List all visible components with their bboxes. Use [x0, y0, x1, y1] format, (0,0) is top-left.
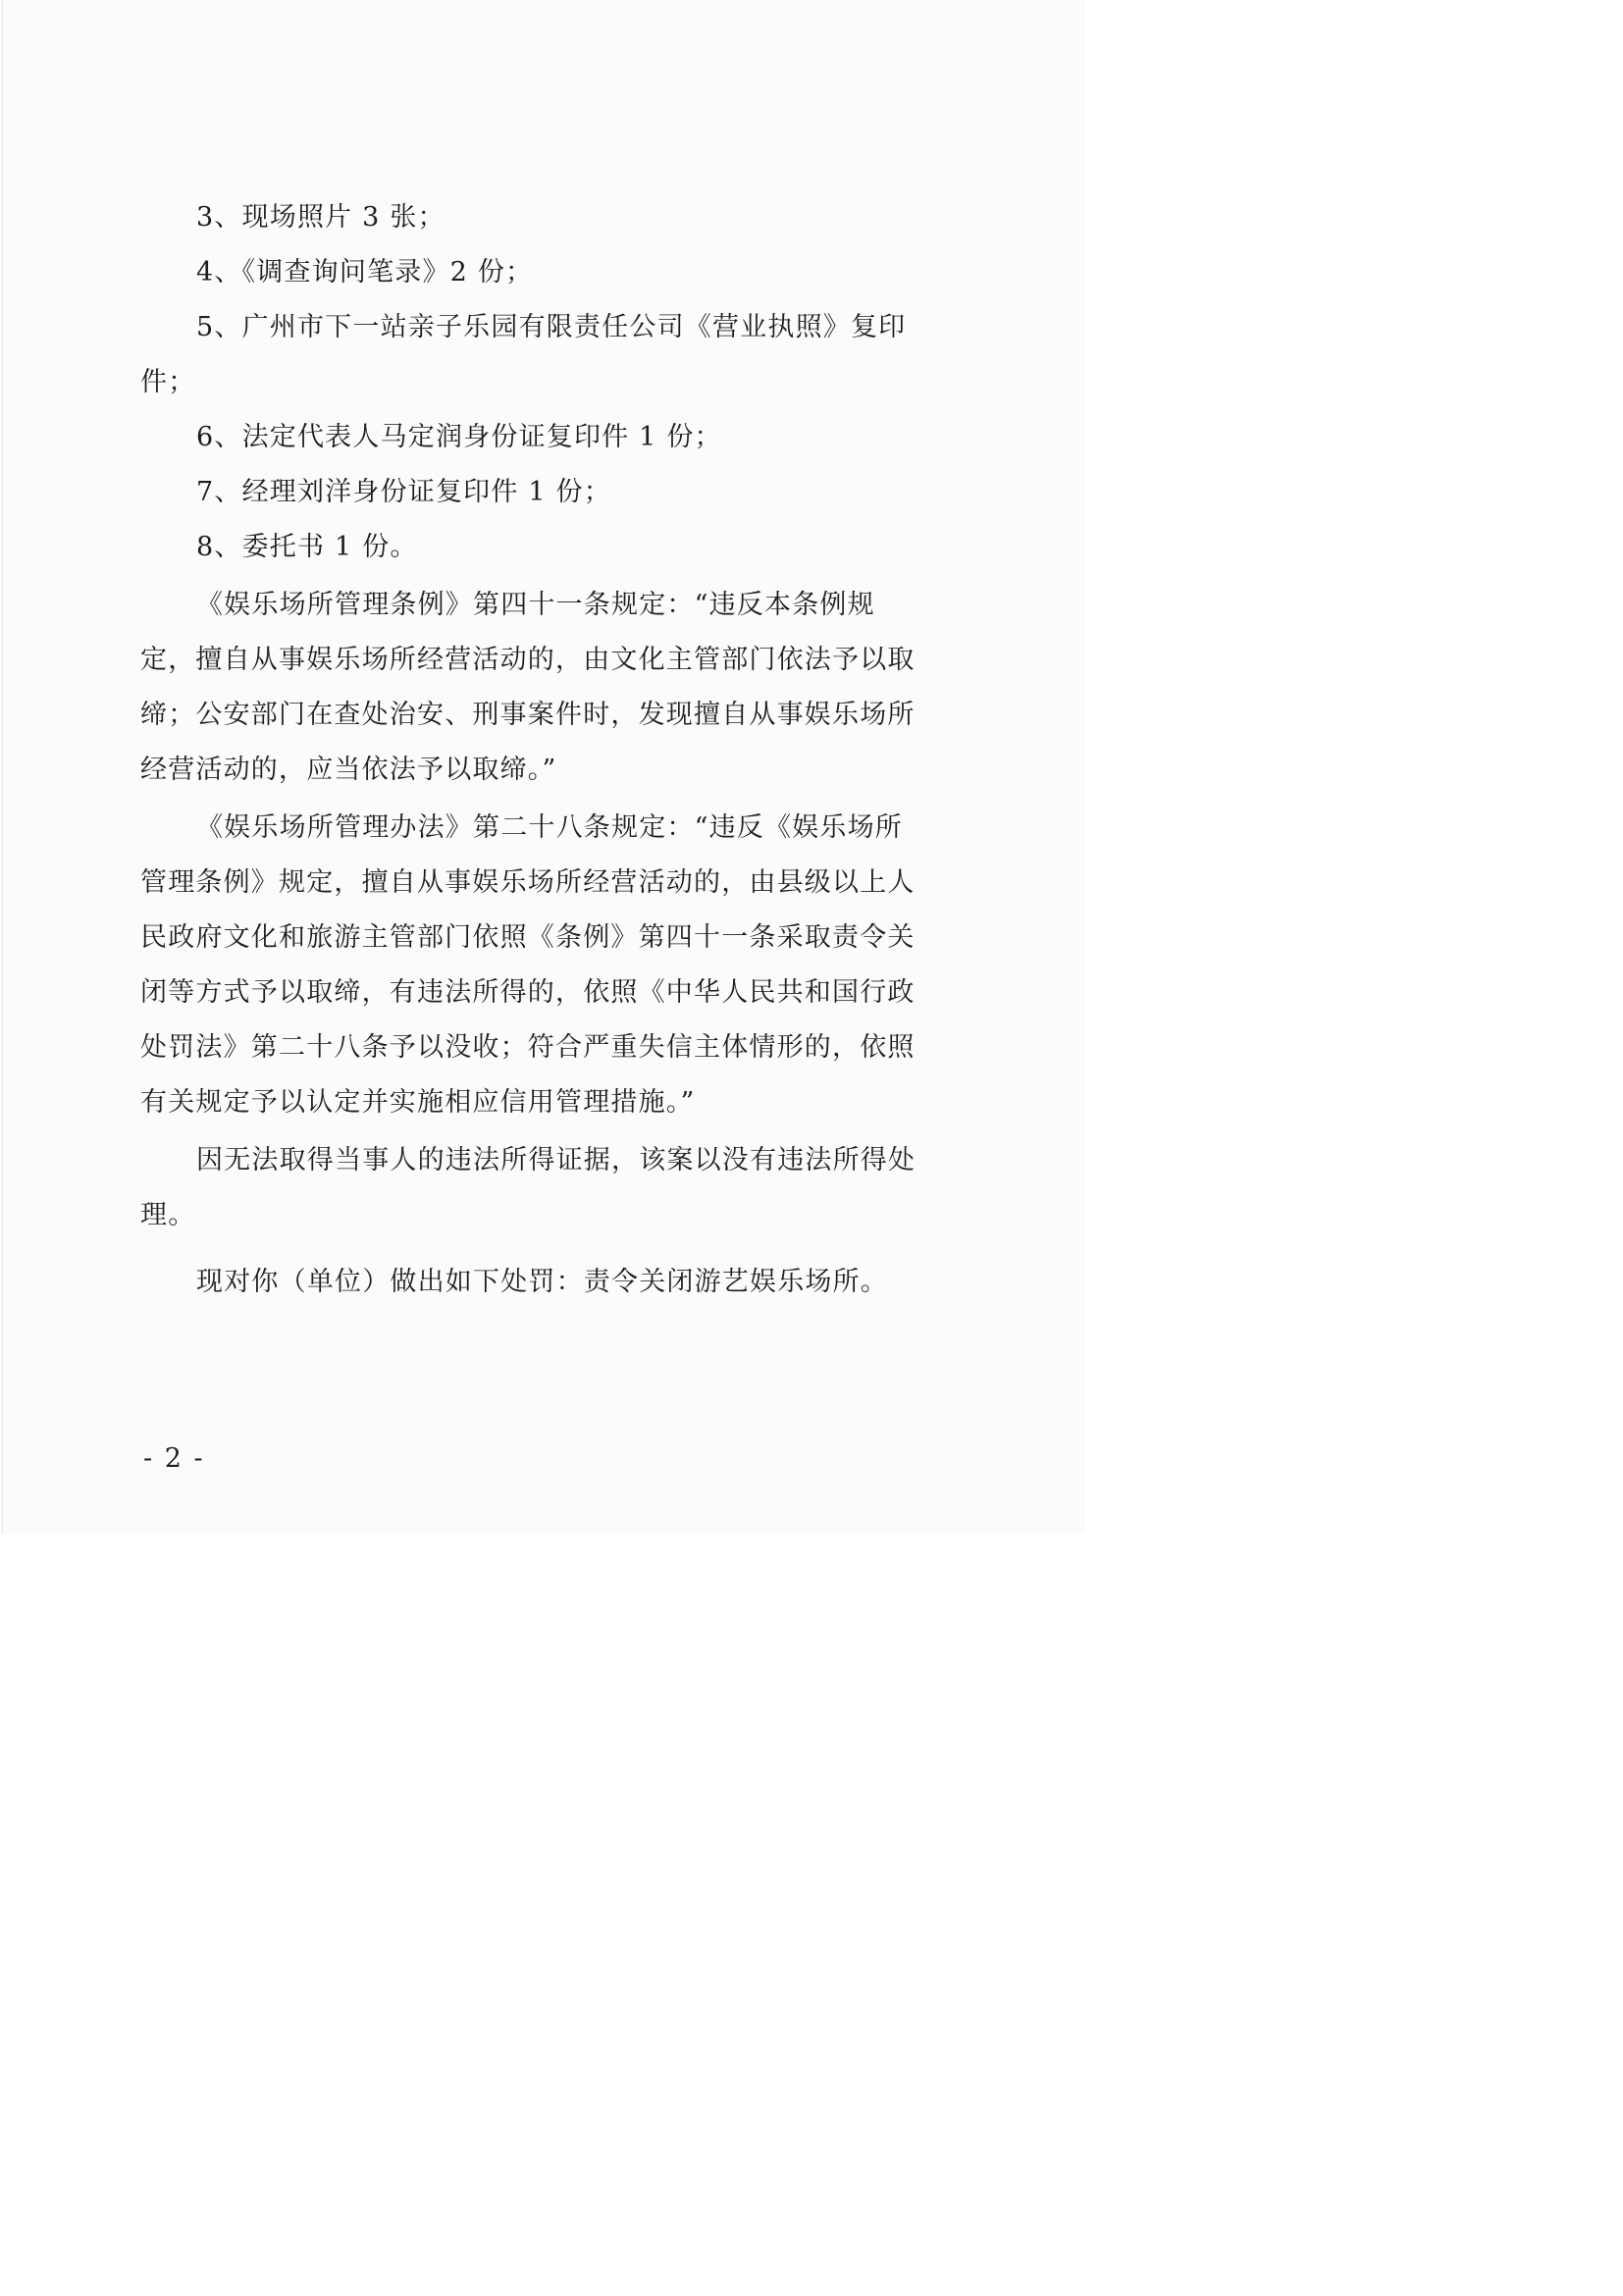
regulation-clause-1-line-1: 《娱乐场所管理条例》第四十一条规定：“违反本条例规 — [196, 590, 875, 620]
page-number: - 2 - — [143, 1443, 205, 1474]
regulation-clause-2-line-5: 处罚法》第二十八条予以没收；符合严重失信主体情形的，依照 — [140, 1032, 916, 1063]
regulation-clause-1-line-2: 定，擅自从事娱乐场所经营活动的，由文化主管部门依法予以取 — [140, 645, 916, 675]
penalty-decision: 现对你（单位）做出如下处罚：责令关闭游艺娱乐场所。 — [196, 1267, 888, 1297]
evidence-item-6: 6、法定代表人马定润身份证复印件 1 份； — [196, 422, 722, 452]
evidence-item-4: 4、《调查询问笔录》2 份； — [196, 257, 534, 287]
illegal-gains-statement-line-2: 理。 — [140, 1200, 196, 1230]
regulation-clause-2-line-2: 管理条例》规定，擅自从事娱乐场所经营活动的，由县级以上人 — [140, 867, 916, 898]
regulation-clause-2-line-3: 民政府文化和旅游主管部门依照《条例》第四十一条采取责令关 — [140, 922, 916, 953]
evidence-item-7: 7、经理刘洋身份证复印件 1 份； — [196, 477, 611, 507]
scan-edge — [2, 0, 3, 1534]
evidence-item-3: 3、现场照片 3 张； — [196, 202, 445, 233]
illegal-gains-statement-line-1: 因无法取得当事人的违法所得证据，该案以没有违法所得处 — [196, 1145, 916, 1175]
regulation-clause-2-line-4: 闭等方式予以取缔，有违法所得的，依照《中华人民共和国行政 — [140, 977, 916, 1008]
evidence-item-8: 8、委托书 1 份。 — [196, 532, 418, 562]
regulation-clause-2-line-1: 《娱乐场所管理办法》第二十八条规定：“违反《娱乐场所 — [196, 812, 904, 843]
evidence-item-5: 5、广州市下一站亲子乐园有限责任公司《营业执照》复印 — [196, 312, 907, 342]
regulation-clause-1-line-3: 缔；公安部门在查处治安、刑事案件时，发现擅自从事娱乐场所 — [140, 700, 916, 730]
document-page — [0, 0, 1085, 1534]
evidence-item-5-continued: 件； — [140, 367, 196, 397]
document-body — [140, 194, 955, 1306]
regulation-clause-2-line-6: 有关规定予以认定并实施相应信用管理措施。” — [140, 1087, 696, 1118]
regulation-clause-1-line-4: 经营活动的，应当依法予以取缔。” — [140, 755, 557, 785]
